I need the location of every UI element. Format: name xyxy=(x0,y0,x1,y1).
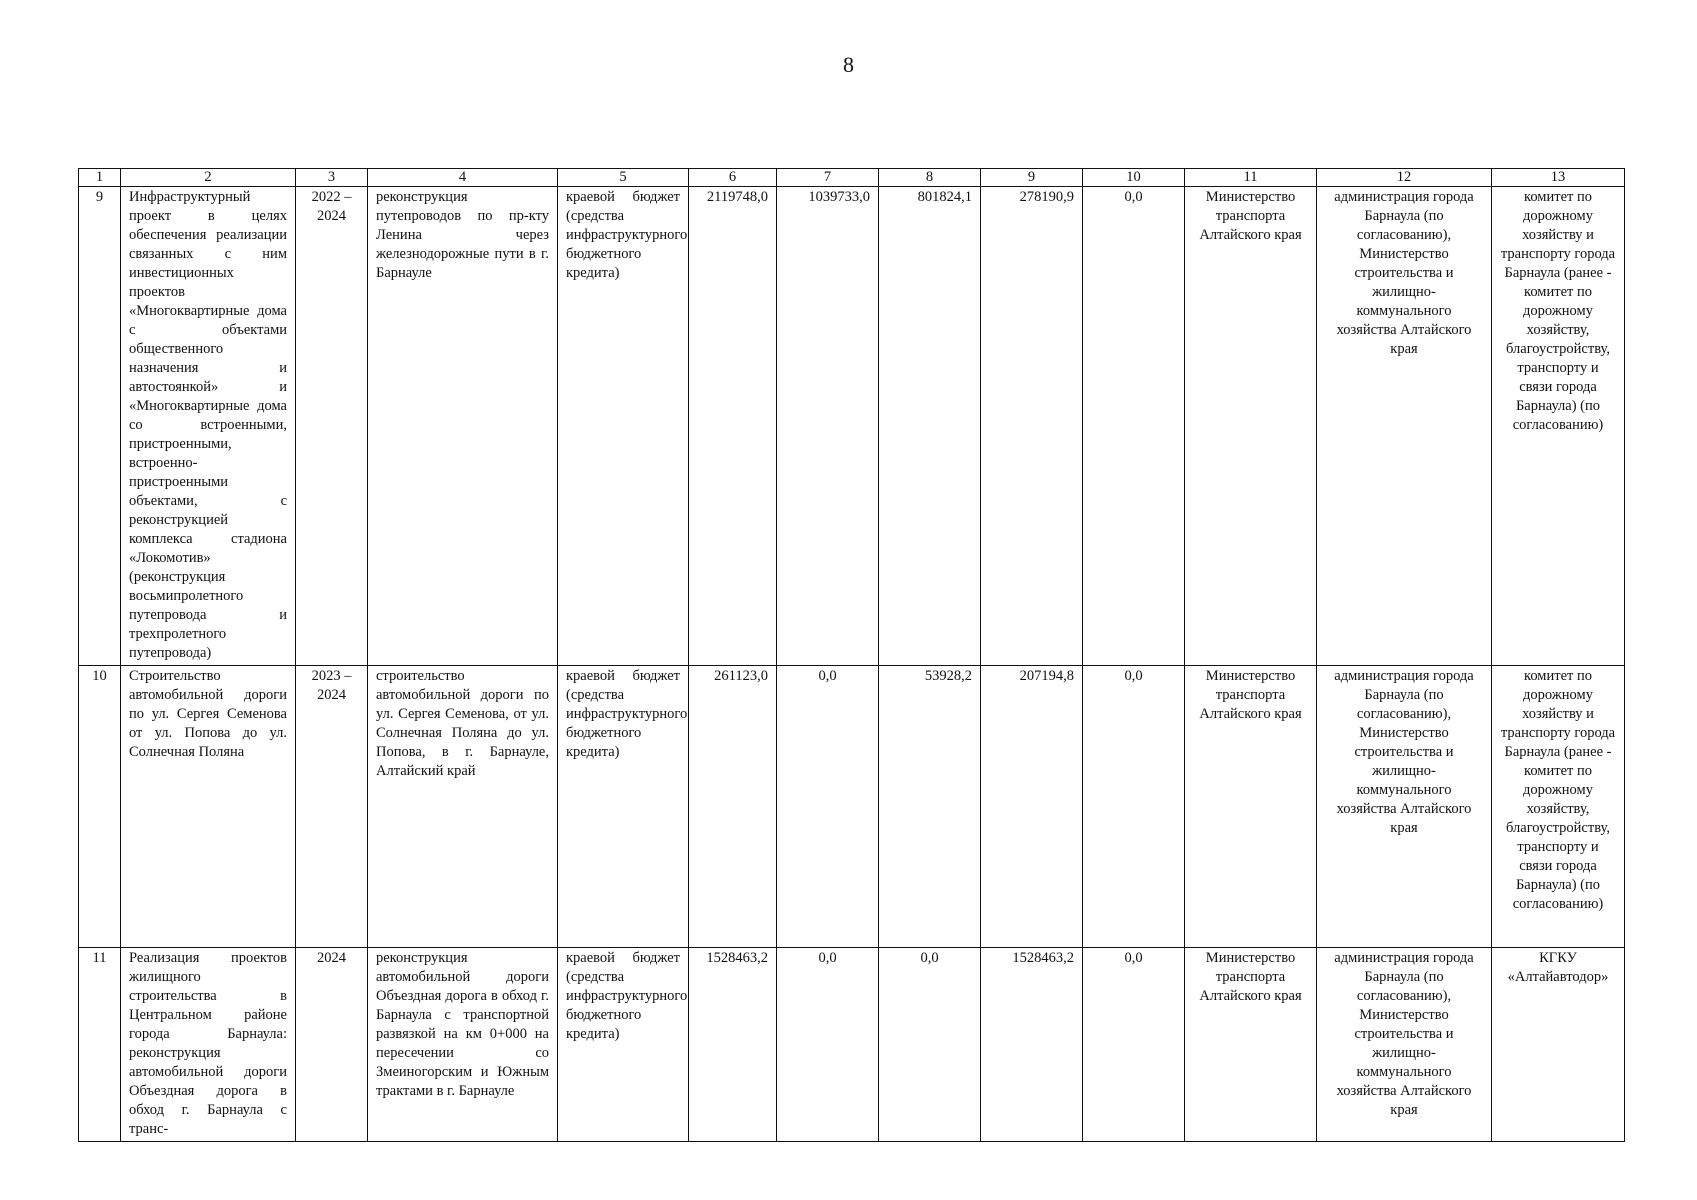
amount-cell: 0,0 xyxy=(1083,948,1185,1142)
funding-source-cell: краевой бюджет (средства инфраструктурного бюджетного кредита) xyxy=(558,187,689,666)
amount-total-cell: 2119748,0 xyxy=(689,187,777,666)
amount-cell: 0,0 xyxy=(1083,666,1185,948)
participants-cell: администрация города Барнаула (по согласованию), Министерство строительства и жилищно-коммунального хозяйства Алтайского края xyxy=(1317,666,1492,948)
period-cell: 2024 xyxy=(296,948,368,1142)
column-number: 6 xyxy=(689,169,777,187)
row-number-cell: 10 xyxy=(79,666,121,948)
column-number: 12 xyxy=(1317,169,1492,187)
table-row xyxy=(79,948,1625,1142)
participants-cell: администрация города Барнаула (по согласованию), Министерство строительства и жилищно-коммунального хозяйства Алтайского края xyxy=(1317,948,1492,1142)
amount-cell: 53928,2 xyxy=(879,666,981,948)
executor-cell: КГКУ «Алтайавтодор» xyxy=(1492,948,1625,1142)
responsible-cell: Министерство транспорта Алтайского края xyxy=(1185,666,1317,948)
activity-cell: реконструкция путепроводов по пр-кту Ленина через железнодорожные пути в г. Барнауле xyxy=(368,187,558,666)
column-number-row xyxy=(79,169,1625,187)
amount-cell: 1528463,2 xyxy=(981,948,1083,1142)
table-row xyxy=(79,187,1625,666)
column-number: 7 xyxy=(777,169,879,187)
executor-cell: комитет по дорожному хозяйству и транспорту города Барнаула (ранее - комитет по дорожному хозяйству, благоустройству, транспорту и связи города Барнаула) (по согласованию) xyxy=(1492,666,1625,948)
period-cell: 2022 – 2024 xyxy=(296,187,368,666)
table-row xyxy=(79,666,1625,948)
amount-cell: 1039733,0 xyxy=(777,187,879,666)
activity-cell: реконструкция автомобильной дороги Объездная дорога в обход г. Барнаула с транспортной развязкой на км 0+000 на пересечении со Змеиногорским и Южным трактами в г. Барнауле xyxy=(368,948,558,1142)
amount-cell: 801824,1 xyxy=(879,187,981,666)
executor-cell: комитет по дорожному хозяйству и транспорту города Барнаула (ранее - комитет по дорожному хозяйству, благоустройству, транспорту и связи города Барнаула) (по согласованию) xyxy=(1492,187,1625,666)
project-name-cell: Инфраструктурный проект в целях обеспечения реализации связанных с ним инвестиционных проектов «Многоквартирные дома с объектами общественного назначения и автостоянкой» и «Многоквартирные дома со встроенными, пристроенными, встроенно-пристроенными объектами, с реконструкцией комплекса стадиона «Локомотив» (реконструкция восьмипролетного путепровода и трехпролетного путепровода) xyxy=(121,187,296,666)
funding-source-cell: краевой бюджет (средства инфраструктурного бюджетного кредита) xyxy=(558,666,689,948)
amount-cell: 207194,8 xyxy=(981,666,1083,948)
page-number: 8 xyxy=(843,52,854,77)
amount-cell: 278190,9 xyxy=(981,187,1083,666)
period-cell: 2023 – 2024 xyxy=(296,666,368,948)
activity-cell: строительство автомобильной дороги по ул. Сергея Семенова, от ул. Солнечная Поляна до ул. Попова, в г. Барнауле, Алтайский край xyxy=(368,666,558,948)
column-number: 9 xyxy=(981,169,1083,187)
amount-cell: 0,0 xyxy=(777,948,879,1142)
project-name-cell: Реализация проектов жилищного строительства в Центральном районе города Барнаула: реконструкция автомобильной дороги Объездная дорога в обход г. Барнаула с транс- xyxy=(121,948,296,1142)
column-number: 2 xyxy=(121,169,296,187)
column-number: 1 xyxy=(79,169,121,187)
amount-total-cell: 1528463,2 xyxy=(689,948,777,1142)
funding-source-cell: краевой бюджет (средства инфраструктурного бюджетного кредита) xyxy=(558,948,689,1142)
amount-total-cell: 261123,0 xyxy=(689,666,777,948)
project-name-cell: Строительство автомобильной дороги по ул. Сергея Семенова от ул. Попова до ул. Солнечная Поляна xyxy=(121,666,296,948)
column-number: 13 xyxy=(1492,169,1625,187)
responsible-cell: Министерство транспорта Алтайского края xyxy=(1185,948,1317,1142)
amount-cell: 0,0 xyxy=(777,666,879,948)
row-number-cell: 11 xyxy=(79,948,121,1142)
responsible-cell: Министерство транспорта Алтайского края xyxy=(1185,187,1317,666)
program-table xyxy=(78,168,1625,1142)
column-number: 11 xyxy=(1185,169,1317,187)
participants-cell: администрация города Барнаула (по согласованию), Министерство строительства и жилищно-коммунального хозяйства Алтайского края xyxy=(1317,187,1492,666)
amount-cell: 0,0 xyxy=(1083,187,1185,666)
column-number: 3 xyxy=(296,169,368,187)
amount-cell: 0,0 xyxy=(879,948,981,1142)
column-number: 4 xyxy=(368,169,558,187)
column-number: 8 xyxy=(879,169,981,187)
column-number: 5 xyxy=(558,169,689,187)
row-number-cell: 9 xyxy=(79,187,121,666)
column-number: 10 xyxy=(1083,169,1185,187)
